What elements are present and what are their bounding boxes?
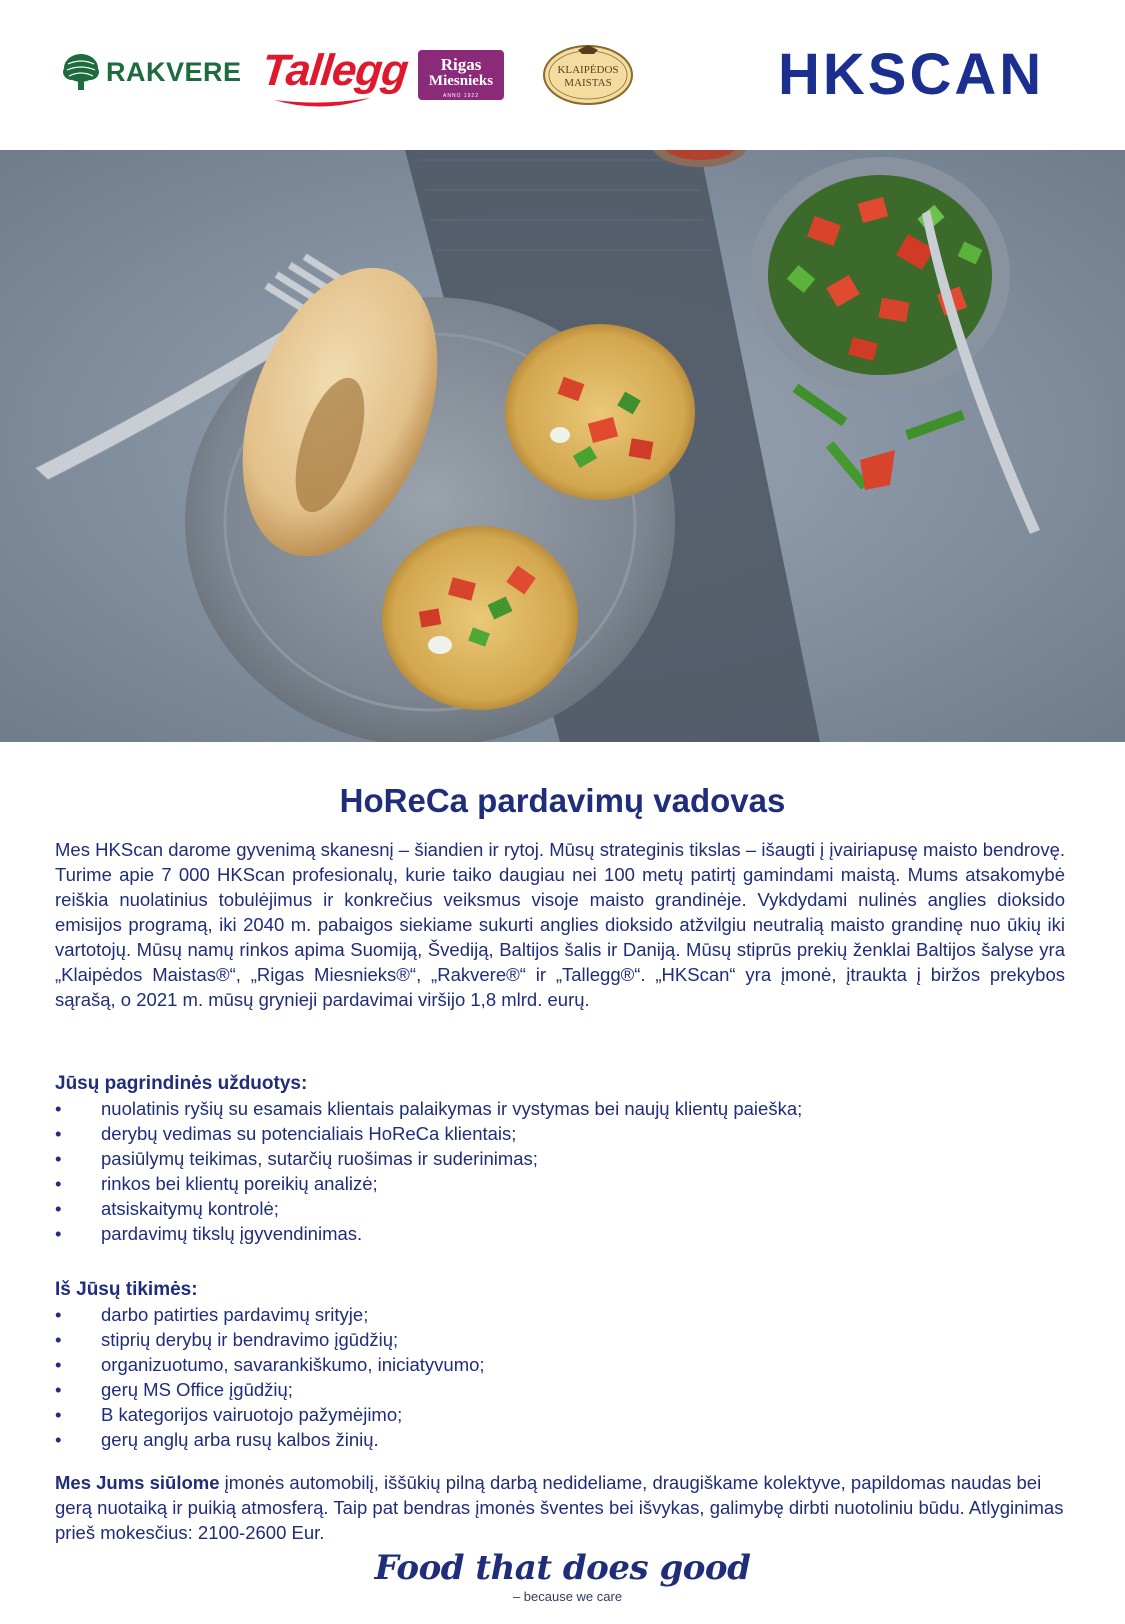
list-item: • derybų vedimas su potencialiais HoReCa klientais; (55, 1123, 517, 1144)
bullet: • (55, 1329, 62, 1350)
rigas-wordmark-line1: Rigas (440, 55, 482, 74)
rakvere-logo (62, 52, 242, 92)
list-item: • gerų anglų arba rusų kalbos žinių. (55, 1429, 379, 1450)
bullet: • (55, 1123, 62, 1144)
tallegg-wordmark: Tallegg (259, 46, 411, 95)
expectations-heading: Iš Jūsų tikimės: (55, 1279, 198, 1300)
hero-food-photo (0, 150, 1125, 742)
list-item: • organizuotumo, savarankiškumo, iniciatyvumo; (55, 1354, 485, 1375)
offer-paragraph (55, 1470, 1065, 1545)
klaipedos-wordmark-line1: KLAIPĖDOS (557, 64, 619, 76)
potato-pancake-bottom (382, 526, 578, 710)
bullet: • (55, 1379, 62, 1400)
bullet: • (55, 1173, 62, 1194)
rigas-miesnieks-logo (418, 50, 504, 100)
klaipedos-wordmark-line2: MAISTAS (564, 77, 612, 89)
rigas-wordmark-line2: Miesnieks (428, 73, 494, 89)
bullet: • (55, 1404, 62, 1425)
expectations-section (55, 1277, 1065, 1452)
tasks-section (55, 1071, 1065, 1246)
klaipedos-maistas-logo (542, 42, 634, 106)
offer-text: įmonės automobilį, iššūkių pilną darbą nedideliame, draugiškame kolektyve, papildomas naudas bei gerą nuotaiką ir puikią atmosferą. Taip pat bendras įmonės šventes bei išvykas, galimybę dirbti nuotoliniu būdu. Atlyginimas prieš mokesčius: 2100-2600 Eur. (55, 1472, 1064, 1543)
potato-pancake-top (505, 324, 695, 500)
list-item: • pardavimų tikslų įgyvendinimas. (55, 1223, 363, 1244)
bullet: • (55, 1304, 62, 1325)
tasks-heading: Jūsų pagrindinės užduotys: (55, 1073, 308, 1094)
bullet: • (55, 1098, 62, 1119)
job-title: HoReCa pardavimų vadovas (339, 782, 786, 819)
slogan-main: Food that does good (374, 1548, 751, 1588)
expectations-list (55, 1302, 1065, 1452)
bullet: • (55, 1198, 62, 1219)
rakvere-wordmark: RAKVERE (106, 56, 242, 87)
list-item: • gerų MS Office įgūdžių; (55, 1379, 293, 1400)
rakvere-tree-icon (62, 52, 100, 92)
brand-logos-bar (0, 0, 1125, 150)
list-item: • rinkos bei klientų poreikių analizė; (55, 1173, 378, 1194)
rigas-year: ANNO 1922 (443, 93, 479, 99)
list-item: • pasiūlymų teikimas, sutarčių ruošimas ir suderinimas; (55, 1148, 538, 1169)
food-illustration (0, 150, 1125, 742)
slogan-sub: – because we care (512, 1589, 623, 1604)
offer-lead: Mes Jums siūlome (55, 1472, 220, 1493)
tasks-list (55, 1096, 1065, 1246)
bullet: • (55, 1223, 62, 1244)
list-item: • atsiskaitymų kontrolė; (55, 1198, 279, 1219)
slogan (0, 1548, 1125, 1606)
hkscan-logo: HKSCAN (778, 42, 1045, 107)
bullet: • (55, 1354, 62, 1375)
list-item: • nuolatinis ryšių su esamais klientais palaikymas ir vystymas bei naujų klientų paieška; (55, 1098, 803, 1119)
bullet: • (55, 1429, 62, 1450)
list-item: • B kategorijos vairuotojo pažymėjimo; (55, 1404, 403, 1425)
tallegg-logo (259, 46, 411, 96)
list-item: • darbo patirties pardavimų srityje; (55, 1304, 369, 1325)
bullet: • (55, 1148, 62, 1169)
tallegg-swoosh-icon (272, 96, 372, 112)
company-intro: Mes HKScan darome gyvenimą skanesnį – šiandien ir rytoj. Mūsų strateginis tikslas – išaugti į įvairiapusę maisto bendrovę. Turime apie 7 000 HKScan profesionalų, kurie taiko daugiau nei 100 metų patirtį gamindami maistą. Mums atsakomybė reiškia nuolatinius tobulėjimus ir konkrečius veiksmus visoje maisto grandinėje. Vykdydami nulinės anglies dioksido emisijos programą, iki 2040 m. pabaigos siekiame sukurti anglies dioksido atžvilgiu neutralią maisto grandinę nuo ūkių iki vartotojų. Mūsų namų rinkos apima Suomiją, Švediją, Baltijos šalis ir Daniją. Mūsų stiprūs prekių ženklai Baltijos šalyse yra „Klaipėdos Maistas®“, „Rigas Miesnieks®“, „Rakvere®“ ir „Tallegg®“. „HKScan“ yra įmonė, įtraukta į biržos prekybos sąrašą, o 2021 m. mūsų grynieji pardavimai viršijo 1,8 mlrd. eurų. (55, 839, 1065, 1010)
list-item: • stiprių derybų ir bendravimo įgūdžių; (55, 1329, 399, 1350)
